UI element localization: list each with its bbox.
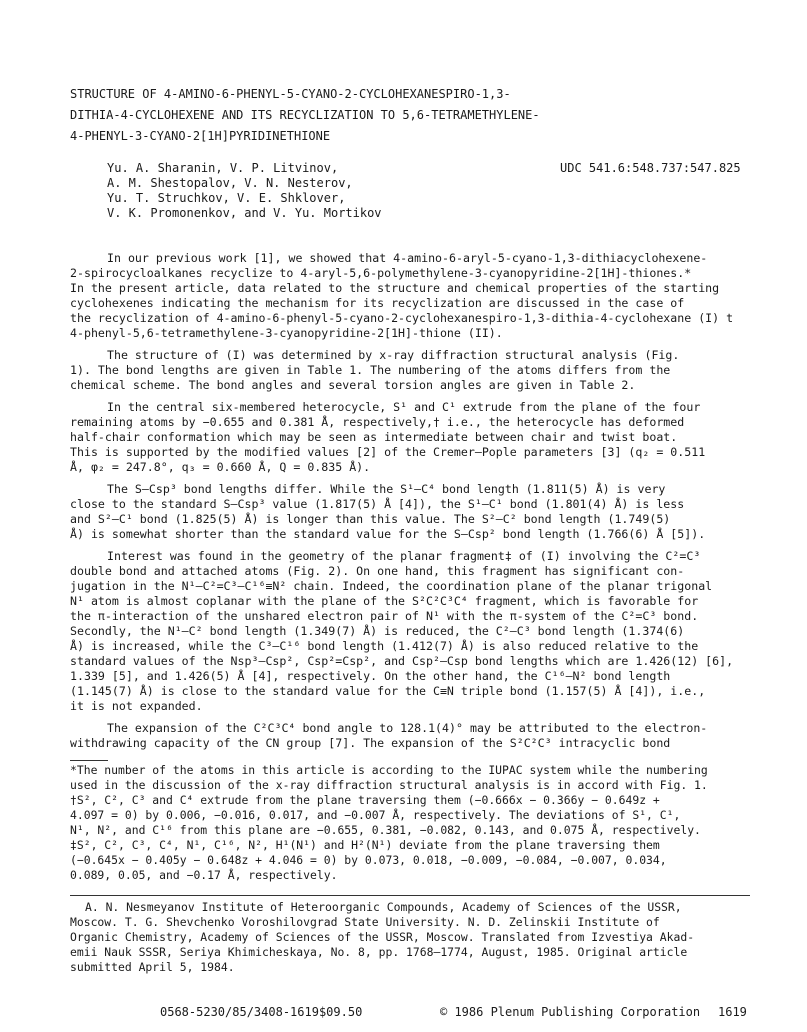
text-line: Å) is somewhat shorter than the standard value for the S–Csp² bond length (1.766(6) Å [5]). bbox=[70, 527, 706, 541]
issn-code: 0568-5230/85/3408-1619$09.50 bbox=[160, 1005, 363, 1019]
copyright-notice: © 1986 Plenum Publishing Corporation bbox=[440, 1005, 701, 1019]
affiliation-line: A. N. Nesmeyanov Institute of Heteroorganic Compounds, Academy of Sciences of the USSR, bbox=[85, 900, 682, 914]
text-line: the recyclization of 4-amino-6-phenyl-5-cyano-2-cyclohexanespiro-1,3-dithia-4-cyclohexane (I) t bbox=[70, 311, 734, 325]
article-body bbox=[70, 251, 756, 758]
author-list bbox=[107, 161, 382, 221]
text-line: In the present article, data related to the structure and chemical properties of the starting bbox=[70, 281, 720, 295]
text-line: Å) is increased, while the C³–C¹⁶ bond length (1.412(7) Å) is also reduced relative to the bbox=[70, 639, 699, 653]
footnote-line: 4.097 = 0) by 0.006, −0.016, 0.017, and −0.007 Å, respectively. The deviations of S¹, C¹, bbox=[70, 808, 681, 822]
text-line: (1.145(7) Å) is close to the standard value for the C≡N triple bond (1.157(5) Å [4]), i.e., bbox=[70, 684, 706, 698]
text-line: the π-interaction of the unshared electron pair of N¹ with the π-system of the C²=C³ bond. bbox=[70, 609, 699, 623]
text-line: and S²–C¹ bond (1.825(5) Å) is longer than this value. The S²–C² bond length (1.749(5) bbox=[70, 512, 671, 526]
text-line: Secondly, the N¹–C² bond length (1.349(7) Å) is reduced, the C²–C³ bond length (1.374(6) bbox=[70, 624, 685, 638]
text-line: 1.339 [5], and 1.426(5) Å [4], respectively. On the other hand, the C¹⁶–N² bond length bbox=[70, 669, 671, 683]
text-line: The S–Csp³ bond lengths differ. While the S¹–C⁴ bond length (1.811(5) Å) is very bbox=[107, 482, 666, 496]
text-line: N¹ atom is almost coplanar with the plane of the S²C²C³C⁴ fragment, which is favorable for bbox=[70, 594, 699, 608]
paragraph bbox=[70, 482, 756, 542]
text-line: 4-phenyl-5,6-tetramethylene-3-cyanopyridine-2[1H]-thione (II). bbox=[70, 326, 503, 340]
text-line: double bond and attached atoms (Fig. 2). On one hand, this fragment has significant con- bbox=[70, 564, 685, 578]
affiliation-line: Organic Chemistry, Academy of Sciences of the USSR, Moscow. Translated from Izvestiya Akad- bbox=[70, 930, 695, 944]
udc-code: UDC 541.6:548.737:547.825 bbox=[560, 161, 741, 175]
paragraph bbox=[70, 400, 756, 475]
author-affiliations bbox=[70, 900, 760, 975]
institution-divider bbox=[70, 895, 750, 896]
text-line: remaining atoms by −0.655 and 0.381 Å, respectively,† i.e., the heterocycle has deformed bbox=[70, 415, 685, 429]
footnotes bbox=[70, 763, 760, 883]
text-line: In our previous work [1], we showed that 4-amino-6-aryl-5-cyano-1,3-dithiacyclohexene- bbox=[107, 251, 708, 265]
paragraph bbox=[70, 721, 756, 751]
text-line: standard values of the Nsp³–Csp², Csp²=Csp², and Csp²–Csp bond lengths which are 1.426(12) [6], bbox=[70, 654, 734, 668]
text-line: Å, φ₂ = 247.8°, q₃ = 0.660 Å, Q = 0.835 Å). bbox=[70, 460, 371, 474]
article-title bbox=[70, 84, 770, 147]
footnote-line: (−0.645x − 0.405y − 0.648z + 4.046 = 0) by 0.073, 0.018, −0.009, −0.084, −0.007, 0.034, bbox=[70, 853, 667, 867]
footnote-line: N¹, N², and C¹⁶ from this plane are −0.655, 0.381, −0.082, 0.143, and 0.075 Å, respectively. bbox=[70, 823, 701, 837]
author-line: V. K. Promonenkov, and V. Yu. Mortikov bbox=[107, 206, 382, 220]
title-line: 4-PHENYL-3-CYANO-2[1H]PYRIDINETHIONE bbox=[70, 129, 331, 143]
text-line: cyclohexenes indicating the mechanism for its recyclization are discussed in the case of bbox=[70, 296, 685, 310]
footnote-line: used in the discussion of the x-ray diffraction structural analysis is in accord with Fig. 1. bbox=[70, 778, 708, 792]
footnote-divider bbox=[70, 760, 108, 761]
affiliation-line: submitted April 5, 1984. bbox=[70, 960, 235, 974]
text-line: 1). The bond lengths are given in Table 1. The numbering of the atoms differs from the bbox=[70, 363, 671, 377]
text-line: In the central six-membered heterocycle, S¹ and C¹ extrude from the plane of the four bbox=[107, 400, 701, 414]
author-line: Yu. T. Struchkov, V. E. Shklover, bbox=[107, 191, 346, 205]
paragraph bbox=[70, 348, 756, 393]
footnote-line: ‡S², C², C³, C⁴, N¹, C¹⁶, N², H¹(N¹) and H²(N¹) deviate from the plane traversing them bbox=[70, 838, 660, 852]
footnote-line: 0.089, 0.05, and −0.17 Å, respectively. bbox=[70, 868, 338, 882]
title-line: DITHIA-4-CYCLOHEXENE AND ITS RECYCLIZATION TO 5,6-TETRAMETHYLENE- bbox=[70, 108, 540, 122]
affiliation-line: emii Nauk SSSR, Seriya Khimicheskaya, No. 8, pp. 1768–1774, August, 1985. Original article bbox=[70, 945, 688, 959]
text-line: close to the standard S–Csp³ value (1.817(5) Å [4]), the S¹–C¹ bond (1.801(4) Å) is less bbox=[70, 497, 685, 511]
text-line: The expansion of the C²C³C⁴ bond angle to 128.1(4)° may be attributed to the electron- bbox=[107, 721, 708, 735]
text-line: The structure of (I) was determined by x-ray diffraction structural analysis (Fig. bbox=[107, 348, 680, 362]
text-line: half-chair conformation which may be seen as intermediate between chair and twist boat. bbox=[70, 430, 678, 444]
text-line: it is not expanded. bbox=[70, 699, 203, 713]
title-line: STRUCTURE OF 4-AMINO-6-PHENYL-5-CYANO-2-CYCLOHEXANESPIRO-1,3- bbox=[70, 87, 511, 101]
text-line: withdrawing capacity of the CN group [7]. The expansion of the S²C²C³ intracyclic bond bbox=[70, 736, 671, 750]
text-line: chemical scheme. The bond angles and several torsion angles are given in Table 2. bbox=[70, 378, 636, 392]
paragraph bbox=[70, 549, 756, 714]
footnote-line: †S², C², C³ and C⁴ extrude from the plane traversing them (−0.666x − 0.366y − 0.649z + bbox=[70, 793, 660, 807]
paragraph bbox=[70, 251, 756, 341]
author-line: A. M. Shestopalov, V. N. Nesterov, bbox=[107, 176, 353, 190]
footnote-line: *The number of the atoms in this article is according to the IUPAC system while the numbering bbox=[70, 763, 708, 777]
text-line: 2-spirocycloalkanes recyclize to 4-aryl-5,6-polymethylene-3-cyanopyridine-2[1H]-thiones.* bbox=[70, 266, 692, 280]
text-line: This is supported by the modified values [2] of the Cremer–Pople parameters [3] (q₂ = 0.511 bbox=[70, 445, 706, 459]
text-line: jugation in the N¹–C²=C³–C¹⁶≡N² chain. Indeed, the coordination plane of the planar trigonal bbox=[70, 579, 713, 593]
affiliation-line: Moscow. T. G. Shevchenko Voroshilovgrad State University. N. D. Zelinskii Institute of bbox=[70, 915, 660, 929]
author-line: Yu. A. Sharanin, V. P. Litvinov, bbox=[107, 161, 339, 175]
text-line: Interest was found in the geometry of the planar fragment‡ of (I) involving the C²=C³ bbox=[107, 549, 701, 563]
page-number: 1619 bbox=[718, 1005, 747, 1019]
